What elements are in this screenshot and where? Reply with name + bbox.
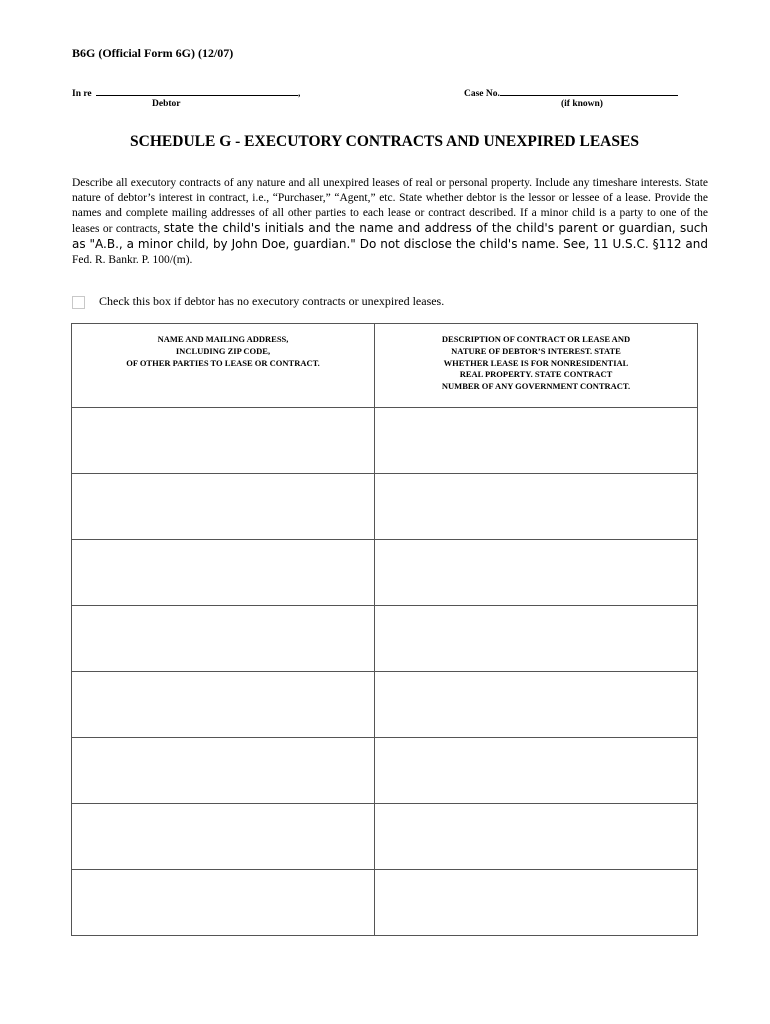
party-name-address-cell[interactable] xyxy=(72,474,375,540)
case-number-field[interactable] xyxy=(500,86,678,96)
in-re-comma: , xyxy=(298,89,301,99)
party-name-address-cell[interactable] xyxy=(72,738,375,804)
column-header-parties xyxy=(72,324,375,408)
no-contracts-row xyxy=(72,294,444,309)
page-title: SCHEDULE G - EXECUTORY CONTRACTS AND UNEXPIRED LEASES xyxy=(130,133,639,150)
contract-description-cell[interactable] xyxy=(375,408,698,474)
table-row xyxy=(72,540,698,606)
column-header-description xyxy=(375,324,698,408)
no-contracts-checkbox[interactable] xyxy=(72,296,85,309)
party-name-address-cell[interactable] xyxy=(72,870,375,936)
instructions-part-2: state the child's initials and the name and address of the child's parent or guardian, such as "A.B., a minor child, by John Doe, guardian." Do not disclose the child's name. See, 11 U.S.C. §112 and xyxy=(72,221,709,251)
table-row xyxy=(72,408,698,474)
contract-description-cell[interactable] xyxy=(375,870,698,936)
if-known-label: (if known) xyxy=(561,99,603,109)
table-row xyxy=(72,672,698,738)
party-name-address-cell[interactable] xyxy=(72,408,375,474)
instructions-paragraph xyxy=(72,176,708,268)
debtor-name-field[interactable] xyxy=(96,86,298,96)
party-name-address-cell[interactable] xyxy=(72,672,375,738)
in-re-line xyxy=(72,86,300,99)
party-name-address-cell[interactable] xyxy=(72,804,375,870)
column-header-description-text: DESCRIPTION OF CONTRACT OR LEASE AND NATURE OF DEBTOR’S INTEREST. STATE WHETHER LEASE IS FOR NONRESIDENTIAL REAL PROPERTY. STATE CONTRACT NUMBER OF ANY GOVERNMENT CONTRACT. xyxy=(441,334,631,392)
party-name-address-cell[interactable] xyxy=(72,540,375,606)
table-row xyxy=(72,870,698,936)
contract-description-cell[interactable] xyxy=(375,474,698,540)
instructions-part-1: Describe all executory contracts of any nature and all unexpired leases of real or personal property. Include any timeshare interests. State nature of debtor’s interest in contract, i.e., “Purchaser,” “Agent,” etc. State whether debtor is the lessor or lessee of a lease. Provide the names and complete mailing addresses of all other parties to each lease or contract described. If a minor child is a party to one of the leases or contracts, xyxy=(72,177,708,235)
column-header-parties-text: NAME AND MAILING ADDRESS, INCLUDING ZIP CODE, OF OTHER PARTIES TO LEASE OR CONTRACT. xyxy=(126,334,320,368)
no-contracts-label: Check this box if debtor has no executory contracts or unexpired leases. xyxy=(99,294,445,308)
table-row xyxy=(72,606,698,672)
contracts-table xyxy=(71,323,698,936)
contract-description-cell[interactable] xyxy=(375,540,698,606)
debtor-label: Debtor xyxy=(152,99,181,109)
case-no-label: Case No. xyxy=(464,89,500,99)
case-number-line xyxy=(464,86,678,99)
contract-description-cell[interactable] xyxy=(375,738,698,804)
form-identifier: B6G (Official Form 6G) (12/07) xyxy=(72,46,234,60)
table-body xyxy=(72,408,698,936)
table-row xyxy=(72,738,698,804)
contract-description-cell[interactable] xyxy=(375,804,698,870)
table-row xyxy=(72,474,698,540)
table-header-row xyxy=(72,324,698,408)
table-row xyxy=(72,804,698,870)
contract-description-cell[interactable] xyxy=(375,672,698,738)
contract-description-cell[interactable] xyxy=(375,606,698,672)
party-name-address-cell[interactable] xyxy=(72,606,375,672)
in-re-label: In re xyxy=(72,89,92,99)
instructions-part-3: Fed. R. Bankr. P. 100/(m). xyxy=(72,254,193,266)
